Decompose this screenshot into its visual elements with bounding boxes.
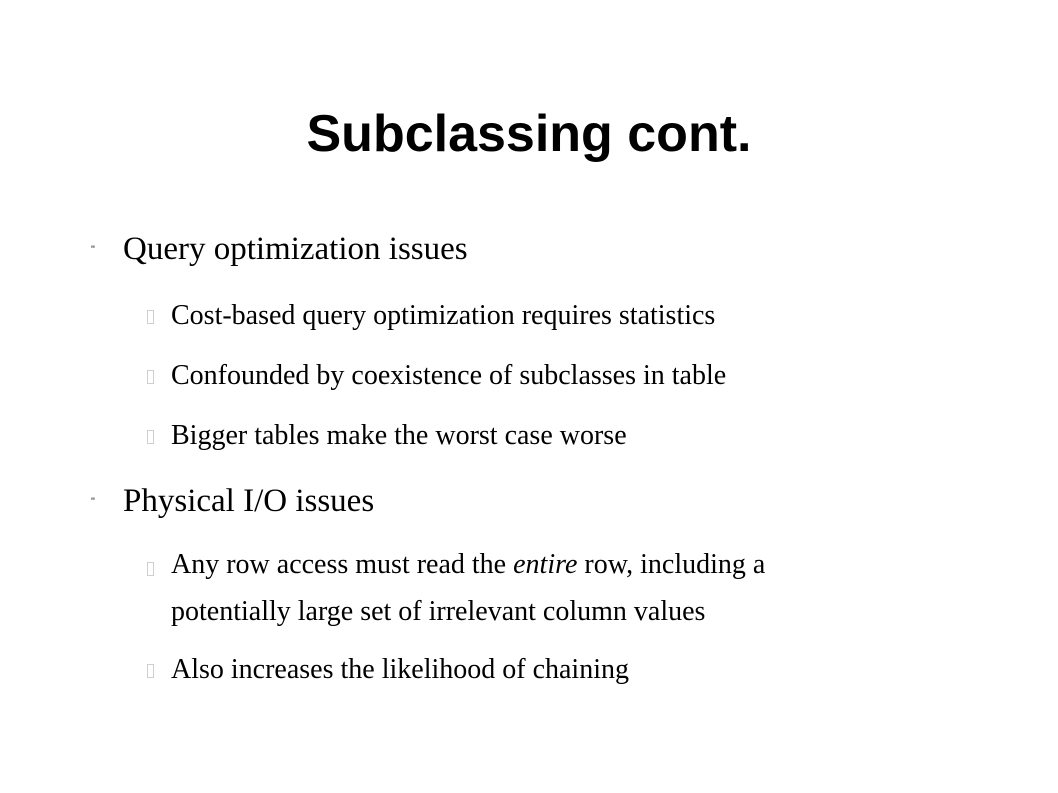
sub-bullet-marker bbox=[147, 310, 154, 324]
sub-bullet-marker bbox=[147, 370, 154, 384]
point-bigger-tables: Bigger tables make the worst case worse bbox=[171, 420, 627, 451]
point-row-access-continuation: potentially large set of irrelevant column values bbox=[171, 596, 706, 627]
point-row-access bbox=[171, 548, 765, 582]
bullet-marker: " bbox=[91, 244, 95, 256]
section-heading-physical-io: Physical I/O issues bbox=[123, 483, 375, 519]
point-row-access-emphasis: entire bbox=[513, 549, 578, 580]
sub-bullet-marker bbox=[147, 430, 154, 444]
slide-title: Subclassing cont. bbox=[306, 105, 752, 163]
point-chaining: Also increases the likelihood of chaining bbox=[171, 654, 629, 685]
sub-bullet-marker bbox=[147, 664, 154, 678]
sub-bullet-marker bbox=[147, 562, 154, 576]
bullet-marker: " bbox=[91, 496, 95, 508]
point-confounded-subclasses: Confounded by coexistence of subclasses in table bbox=[171, 360, 727, 391]
section-heading-query-optimization: Query optimization issues bbox=[123, 231, 468, 267]
point-row-access-after: row, including a bbox=[577, 549, 766, 580]
point-row-access-before: Any row access must read the bbox=[171, 549, 514, 580]
point-cost-based-optimization: Cost-based query optimization requires statistics bbox=[171, 300, 716, 331]
